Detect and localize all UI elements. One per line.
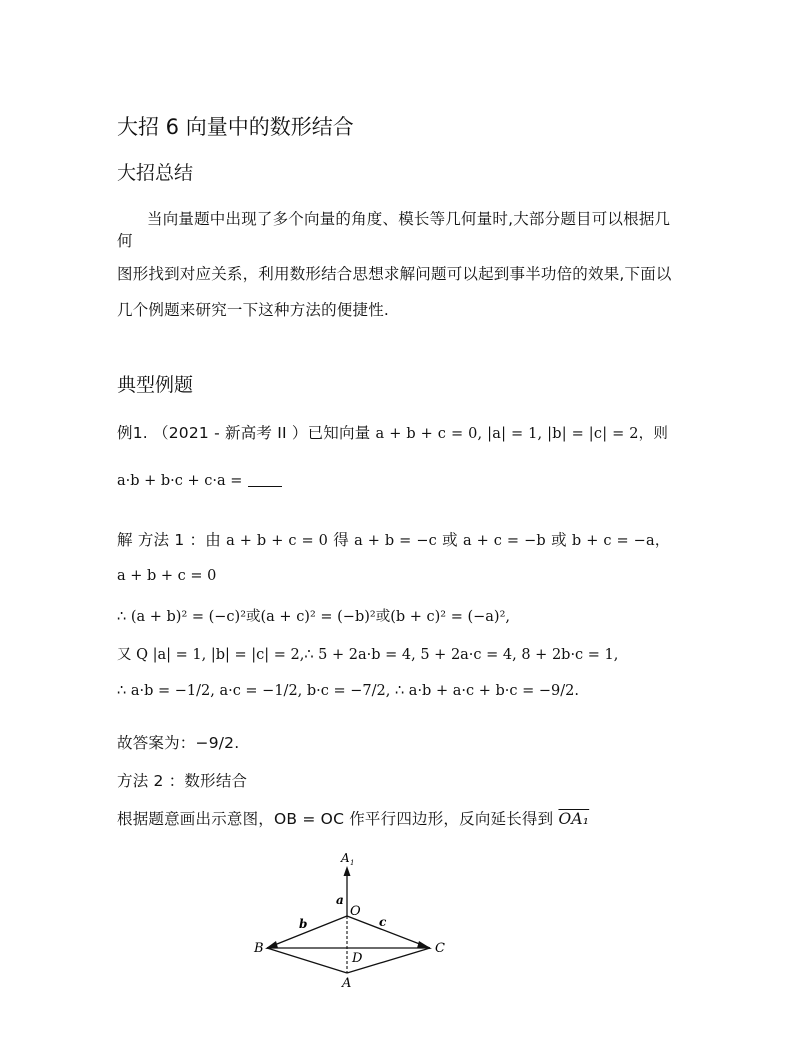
label-O: O xyxy=(350,904,361,919)
page-title: 大招 6 向量中的数形结合 xyxy=(117,115,354,139)
vector-diagram xyxy=(0,840,794,1040)
summary-line-3: 几个例题来研究一下这种方法的便捷性. xyxy=(117,301,390,319)
method1-eqC: b + c = −a， xyxy=(571,533,670,549)
method1-line5: ∴ a·b = −1/2, a·c = −1/2, b·c = −7/2, ∴ a·b + a·c + b·c = −9/2. xyxy=(117,683,579,699)
arrow-C xyxy=(417,941,432,949)
method1-or2: 或 xyxy=(551,531,567,549)
summary-line-1b: 何 xyxy=(117,232,133,250)
method1-line2: a + b + c = 0 xyxy=(117,568,217,584)
label-A: A xyxy=(342,976,352,991)
method1-eqA: a + b = −c xyxy=(354,533,437,549)
method1-line1 xyxy=(117,528,670,550)
vector-OA1: OA₁ xyxy=(558,810,590,828)
example1-source: 例1. （2021 - 新高考 II ）已知向量 xyxy=(117,424,371,442)
method1-or1: 或 xyxy=(442,531,458,549)
method1-eq0: a + b + c = 0 xyxy=(226,533,329,549)
examples-heading: 典型例题 xyxy=(117,374,194,396)
method1-intro: 解 方法 1 ：由 xyxy=(117,531,221,549)
label-A1: A xyxy=(341,851,350,865)
summary-line-2: 图形找到对应关系，利用数形结合思想求解问题可以起到事半功倍的效果,下面以 xyxy=(117,265,672,283)
summary-heading: 大招总结 xyxy=(117,162,194,184)
method2-description: 根据题意画出示意图，OB = OC 作平行四边形，反向延长得到 xyxy=(117,810,554,828)
answer-line: 故答案为：−9/2. xyxy=(117,734,240,752)
method1-de: 得 xyxy=(333,531,349,549)
label-b: b xyxy=(299,917,308,931)
label-A1-sub: 1 xyxy=(350,859,355,867)
label-c: c xyxy=(379,915,387,929)
method1-line4: 又 Q |a| = 1, |b| = |c| = 2,∴ 5 + 2a·b = 4, 5 + 2a·c = 4, 8 + 2b·c = 1, xyxy=(117,647,619,663)
label-a: a xyxy=(336,893,344,907)
question-expression: a·b + b·c + c·a = xyxy=(117,473,243,489)
label-B: B xyxy=(254,941,264,956)
method2-heading: 方法 2 ：数形结合 xyxy=(117,772,248,790)
example1-condition: a + b + c = 0, |a| = 1, |b| = |c| = 2，则 xyxy=(375,426,669,442)
example1-question xyxy=(117,470,282,489)
method2-text xyxy=(117,807,589,829)
method1-line3: ∴ (a + b)² = (−c)²或(a + c)² = (−b)²或(b + c)² = (−a)², xyxy=(117,609,511,625)
method1-eqB: a + c = −b xyxy=(462,533,546,549)
label-D: D xyxy=(352,951,363,966)
arrow-B xyxy=(265,941,278,949)
example1-prefix xyxy=(117,421,668,443)
summary-line-1: 当向量题中出现了多个向量的角度、模长等几何量时,大部分题目可以根据几 xyxy=(147,210,671,228)
segment-BA xyxy=(267,948,347,973)
segment-OC xyxy=(347,916,430,948)
arrow-A1 xyxy=(344,866,351,876)
answer-blank xyxy=(248,472,282,487)
label-C: C xyxy=(435,941,445,956)
